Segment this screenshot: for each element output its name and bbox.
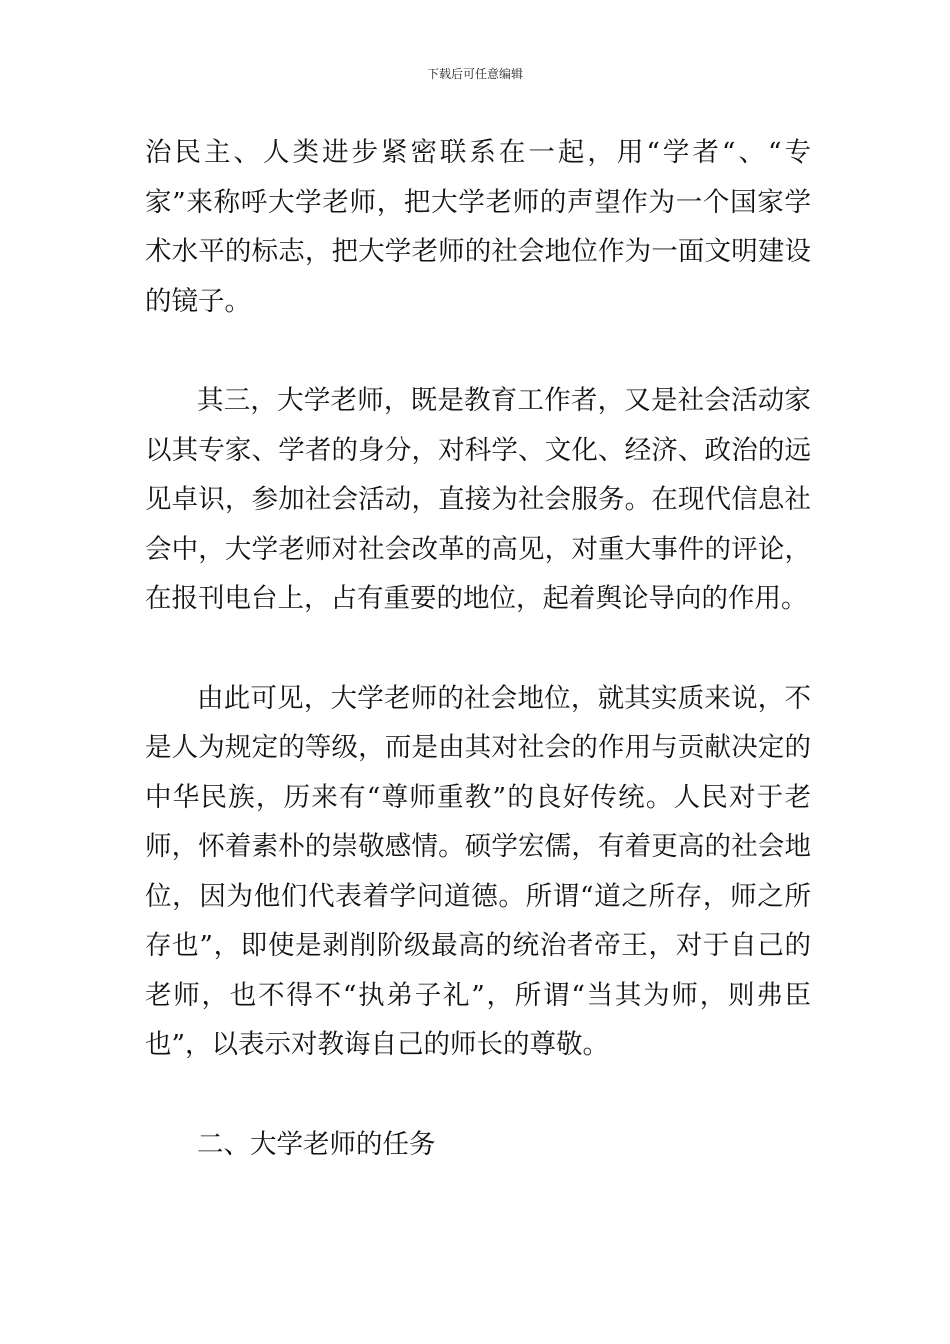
text-line: 的镜子。	[145, 285, 251, 317]
text-line: 术水平的标志，把大学老师的社会地位作为一面文明建设	[145, 236, 811, 267]
text-line: 中华民族，历来有“尊师重教”的良好传统。人民对于老	[145, 781, 811, 813]
text-line: 治民主、人类进步紧密联系在一起，用“学者“、“专	[145, 137, 811, 168]
text-line: 在报刊电台上，占有重要的地位，起着舆论导向的作用。	[145, 583, 808, 614]
text-line: 会中，大学老师对社会改革的高见，对重大事件的评论，	[145, 533, 811, 565]
paragraph-gap	[145, 624, 811, 674]
page-header: 下载后可任意编辑	[426, 67, 523, 81]
text-line: 见卓识，参加社会活动，直接为社会服务。在现代信息社	[145, 484, 811, 515]
text-line: 以其专家、学者的身分，对科学、文化、经济、政治的远	[145, 434, 811, 466]
paragraph-gap	[145, 326, 811, 376]
text-line: 师，怀着素朴的崇敬感情。硕学宏儒，有着更高的社会地	[145, 831, 811, 862]
document-body	[145, 128, 811, 1169]
paragraph-3	[145, 674, 811, 1070]
paragraph-1	[145, 128, 811, 326]
paragraph-2	[145, 376, 811, 624]
text-line: 存也”，即使是剥削阶级最高的统治者帝王，对于自己的	[145, 930, 811, 961]
paragraph-gap	[145, 1070, 811, 1120]
text-line: 也”，以表示对教诲自己的师长的尊敬。	[145, 1029, 610, 1060]
text-line: 家”来称呼大学老师，把大学老师的声望作为一个国家学	[145, 186, 811, 218]
text-line: 由此可见，大学老师的社会地位，就其实质来说，不	[197, 682, 811, 714]
text-line: 其三，大学老师，既是教育工作者，又是社会活动家	[197, 385, 811, 416]
section-heading	[145, 1120, 811, 1170]
text-line: 二、大学老师的任务	[197, 1128, 436, 1160]
text-line: 老师，也不得不“执弟子礼”，所谓“当其为师，则弗臣	[145, 979, 811, 1011]
text-line: 位，因为他们代表着学问道德。所谓“道之所存，师之所	[145, 880, 811, 912]
text-line: 是人为规定的等级，而是由其对社会的作用与贡献决定的	[145, 732, 811, 763]
